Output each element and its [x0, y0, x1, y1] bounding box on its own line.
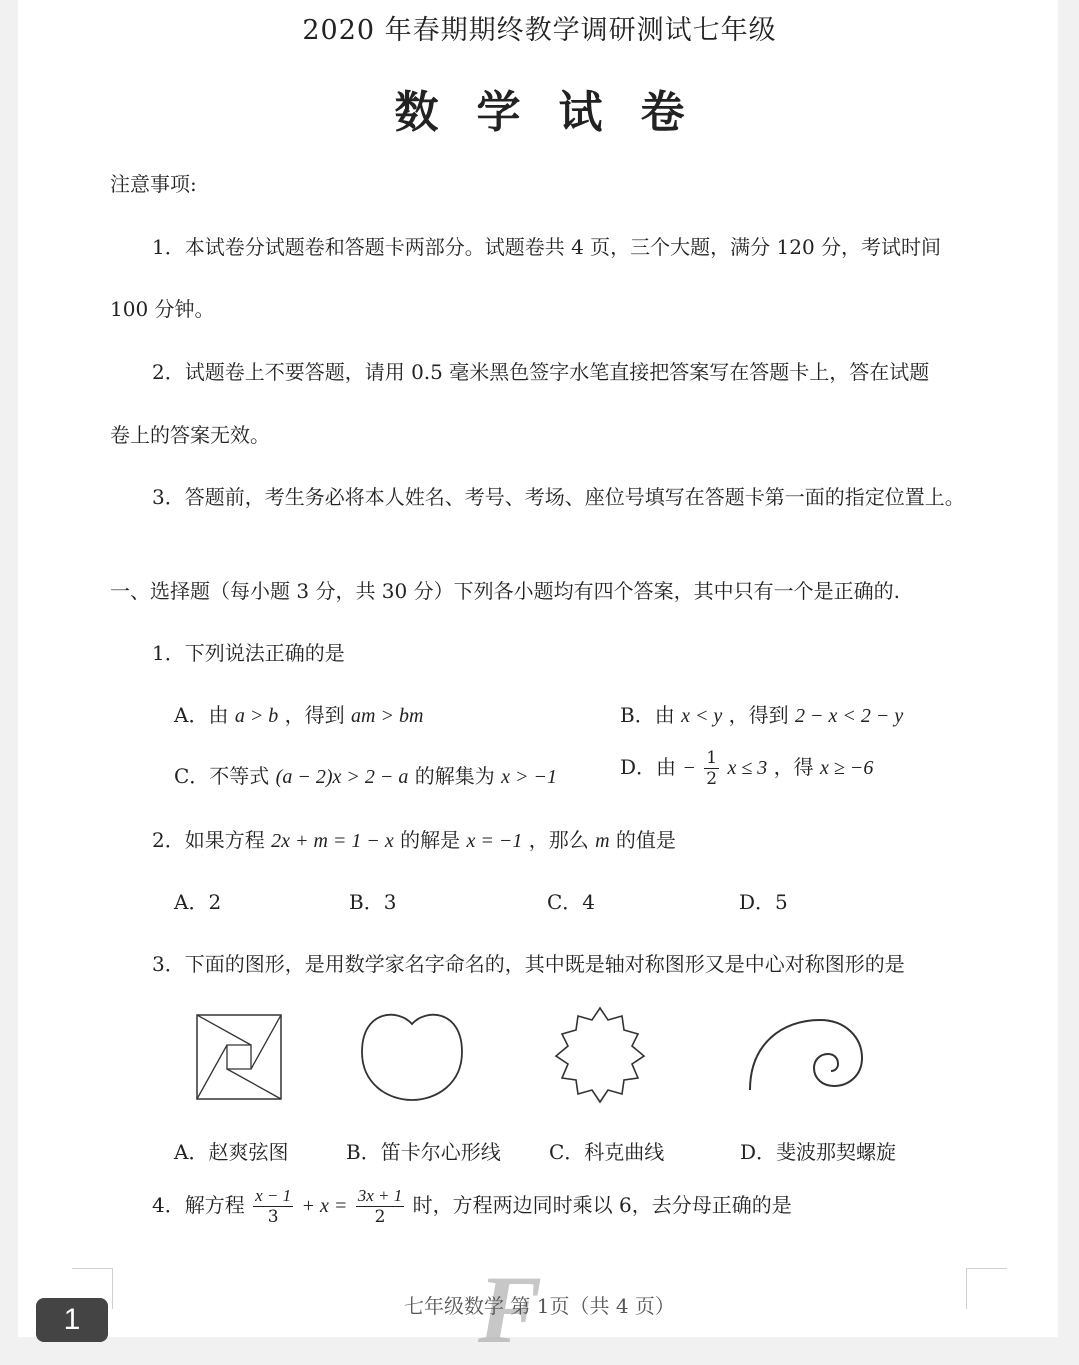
- q2-math-1: 2x + m = 1 − x: [271, 830, 394, 852]
- section-1-heading: 一、选择题（每小题 3 分，共 30 分）下列各小题均有四个答案，其中只有一个是正确的.: [110, 579, 900, 603]
- watermark-logo: F: [478, 1256, 543, 1363]
- q1-c-math-2: x > −1: [501, 766, 557, 788]
- page-title: 数学试卷: [394, 87, 723, 138]
- q2-option-b: B．3: [349, 890, 397, 914]
- q3-option-d: D．斐波那契螺旋: [740, 1140, 897, 1164]
- notice-item-2-line-2: 卷上的答案无效。: [110, 423, 270, 447]
- koch-curve-figure: [552, 1004, 648, 1104]
- notice-item-1-line-1: 1．本试卷分试题卷和答题卡两部分。试题卷共 4 页，三个大题，满分 120 分，考试时间: [152, 235, 942, 259]
- notice-heading: 注意事项:: [110, 172, 197, 196]
- q1-option-c: C．不等式 (a − 2)x > 2 − a 的解集为 x > −1: [174, 764, 557, 788]
- q2-option-d: D．5: [739, 890, 788, 914]
- q3-option-c: C．科克曲线: [549, 1140, 665, 1164]
- q1-d-math-1: x ≤ 3: [727, 757, 768, 779]
- zhao-shuang-diagram-figure: [190, 1008, 290, 1108]
- q2-math-2: x = −1: [466, 830, 523, 852]
- q1-option-a: A．由 a > b ，得到 am > bm: [174, 703, 424, 727]
- fibonacci-spiral-figure: [742, 1014, 868, 1096]
- cardioid-figure: [356, 1006, 468, 1106]
- q2-math-3: m: [595, 830, 610, 852]
- q1-b-math-1: x < y: [681, 705, 723, 727]
- q3-option-a: A．赵爽弦图: [174, 1140, 289, 1164]
- q1-c-math-1: (a − 2)x > 2 − a: [275, 766, 409, 788]
- q1-option-b: B．由 x < y ，得到 2 − x < 2 − y: [620, 703, 904, 727]
- q1-a-math-2: am > bm: [351, 705, 424, 727]
- q1-d-math-2: x ≥ −6: [820, 757, 874, 779]
- q1-a-math-1: a > b: [234, 705, 279, 727]
- q2-option-c: C．4: [547, 890, 596, 914]
- page-footer: 七年级数学 第 1页（共 4 页）: [404, 1294, 675, 1318]
- q2-stem: 2．如果方程 2x + m = 1 − x 的解是 x = −1 ，那么 m 的值是: [152, 828, 676, 852]
- q4-fraction-1: $\frac{x - 1}{3}$: [255, 1186, 292, 1227]
- q1-stem: 1．下列说法正确的是: [152, 641, 345, 665]
- q1-b-math-2: 2 − x < 2 − y: [795, 705, 904, 727]
- q1-option-d: D．由 − $\frac{1}{2}$ x ≤ 3 ，得 x ≥ −6: [620, 748, 874, 789]
- exam-header: 2020 年春期期终教学调研测试七年级: [302, 15, 777, 46]
- q4-fraction-2: $\frac{3x + 1}{2}$: [357, 1186, 403, 1227]
- q3-stem: 3．下面的图形，是用数学家名字命名的，其中既是轴对称图形又是中心对称图形的是: [152, 952, 905, 976]
- page-number-badge[interactable]: 1: [36, 1298, 108, 1342]
- notice-item-1-line-2: 100 分钟。: [110, 297, 215, 321]
- notice-item-2-line-1: 2．试题卷上不要答题，请用 0.5 毫米黑色签字水笔直接把答案写在答题卡上，答在试题: [152, 360, 930, 384]
- q2-option-a: A．2: [174, 890, 222, 914]
- q3-option-b: B．笛卡尔心形线: [346, 1140, 501, 1164]
- notice-item-3: 3．答题前，考生务必将本人姓名、考号、考场、座位号填写在答题卡第一面的指定位置上。: [152, 485, 965, 509]
- q1-d-fraction: $\frac{1}{2}$: [706, 748, 718, 789]
- q4-stem: 4．解方程 $\frac{x - 1}{3}$ + x = $\frac{3x + 1}{2}$ 时，方程两边同时乘以 6，去分母正确的是: [152, 1186, 792, 1227]
